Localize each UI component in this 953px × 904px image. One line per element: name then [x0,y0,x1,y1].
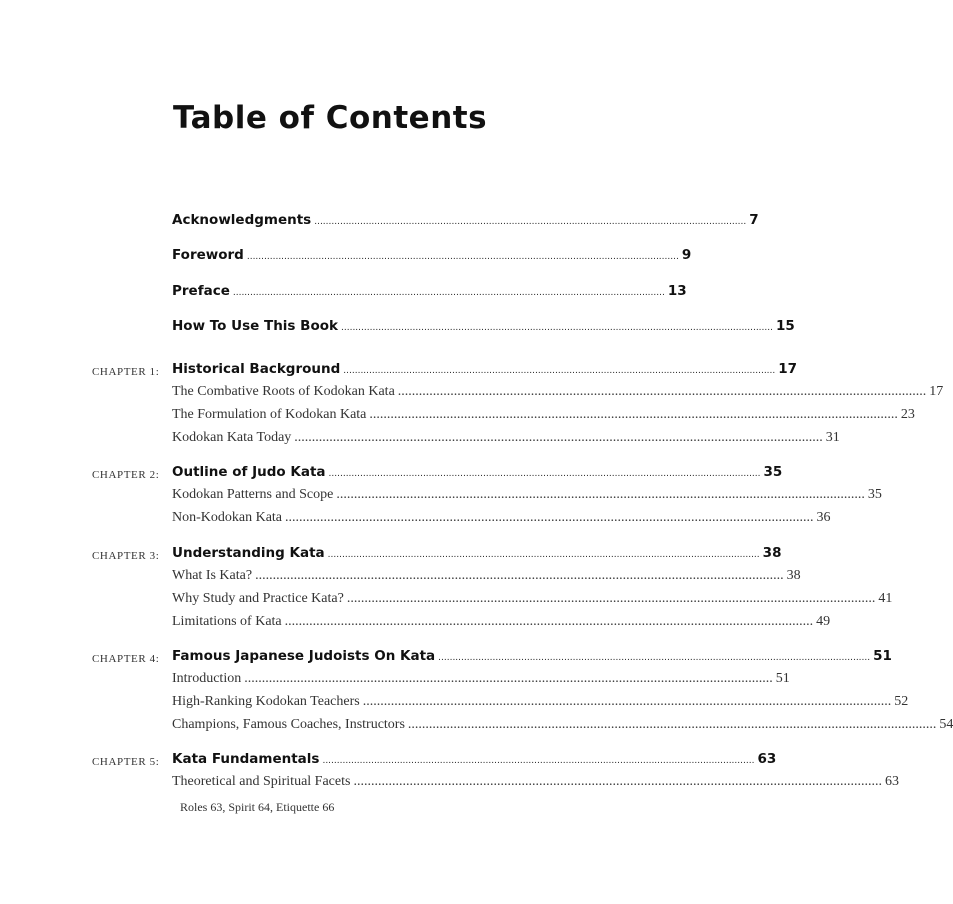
section-page: 49 [816,614,831,629]
chapter-number: CHAPTER 3: [92,550,160,562]
toc-chapter-4[interactable] [172,648,892,668]
section-page: 52 [894,694,909,709]
entry-label: Acknowledgments [172,212,312,228]
section-page: 54 [939,717,953,732]
entry-label: Preface [172,283,230,299]
section-page: 17 [929,384,944,399]
toc-section[interactable] [172,487,882,507]
dot-leader: ....................................................................................................................................................... [336,487,865,502]
section-label: Introduction [172,671,242,686]
toc-section[interactable] [172,510,831,530]
dot-leader: ....................................................................................................................................................... [284,614,814,629]
section-label: High-Ranking Kodokan Teachers [172,694,360,709]
toc-section[interactable] [172,407,915,427]
section-label: Theoretical and Spiritual Facets [172,774,351,789]
chapter-title: Famous Japanese Judoists On Kata [172,648,436,664]
dot-leader: ....................................................................................................................................................... [341,323,773,333]
section-label: Non-Kodokan Kata [172,510,283,525]
chapter-title: Historical Background [172,361,341,377]
section-label: Kodokan Kata Today [172,430,292,445]
toc-chapter-2[interactable] [172,464,783,484]
section-page: 41 [878,591,893,606]
section-label: Kodokan Patterns and Scope [172,487,334,502]
section-label: What Is Kata? [172,568,253,583]
dot-leader: ....................................................................................................................................................... [327,550,760,560]
subsection-note: Roles 63, Spirit 64, Etiquette 66 [180,800,335,814]
dot-leader: ....................................................................................................................................................... [232,288,665,298]
chapter-number: CHAPTER 2: [92,469,160,481]
dot-leader: ....................................................................................................................................................... [343,366,776,376]
section-label: The Combative Roots of Kodokan Kata [172,384,395,399]
section-page: 31 [825,430,840,445]
toc-section[interactable] [172,694,909,714]
entry-page: 7 [749,212,759,228]
toc-section[interactable] [172,430,840,450]
entry-page: 51 [873,648,892,664]
chapter-title: Kata Fundamentals [172,751,320,767]
toc-section[interactable] [172,591,893,611]
chapter-number: CHAPTER 4: [92,653,160,665]
dot-leader: ....................................................................................................................................................... [438,653,871,663]
dot-leader: ....................................................................................................................................................... [369,407,898,422]
page-title: Table of Contents [172,100,488,136]
entry-page: 15 [776,318,795,334]
dot-leader: ....................................................................................................................................................... [346,591,876,606]
entry-page: 35 [763,464,783,480]
dot-leader: ....................................................................................................................................................... [397,384,927,399]
toc-section[interactable] [172,384,944,404]
toc-section[interactable] [172,671,790,691]
dot-leader: ....................................................................................................................................................... [328,469,761,479]
dot-leader: ....................................................................................................................................................... [244,671,773,686]
section-page: 63 [884,774,899,789]
section-label: Why Study and Practice Kata? [172,591,344,606]
chapter-title: Outline of Judo Kata [172,464,326,480]
dot-leader: ....................................................................................................................................................... [246,252,679,262]
dot-leader: ....................................................................................................................................................... [407,717,937,732]
entry-page: 38 [762,545,782,561]
chapter-title: Understanding Kata [172,545,325,561]
entry-page: 9 [681,247,692,263]
section-label: Limitations of Kata [172,614,282,629]
dot-leader: ....................................................................................................................................................... [314,217,747,227]
section-label: Champions, Famous Coaches, Instructors [172,717,405,732]
chapter-number: CHAPTER 1: [92,366,160,378]
section-page: 38 [786,568,801,583]
section-page: 23 [900,407,915,422]
toc-section[interactable] [172,614,831,634]
chapter-number: CHAPTER 5: [92,756,160,768]
dot-leader: ....................................................................................................................................................... [322,756,755,766]
section-page: 51 [775,671,790,686]
dot-leader: ....................................................................................................................................................... [353,774,882,789]
toc-entry-how-to-use[interactable] [172,318,795,338]
dot-leader: ....................................................................................................................................................... [255,568,784,583]
dot-leader: ....................................................................................................................................................... [285,510,814,525]
toc-section[interactable] [172,717,953,737]
dot-leader: ....................................................................................................................................................... [294,430,823,445]
section-label: The Formulation of Kodokan Kata [172,407,367,422]
entry-label: How To Use This Book [172,318,338,334]
toc-chapter-1[interactable] [172,361,798,381]
dot-leader: ....................................................................................................................................................... [362,694,892,709]
entry-label: Foreword [172,247,244,263]
entry-page: 63 [757,751,777,767]
section-page: 36 [816,510,831,525]
toc-section[interactable] [172,568,801,588]
entry-page: 17 [778,361,798,377]
toc-chapter-3[interactable] [172,545,782,565]
toc-entry-foreword[interactable] [172,247,692,267]
toc-entry-preface[interactable] [172,283,687,303]
section-page: 35 [867,487,882,502]
toc-chapter-5[interactable] [172,751,777,771]
entry-page: 13 [667,283,687,299]
toc-section[interactable] [172,774,899,794]
toc-entry-acknowledgments[interactable] [172,212,759,232]
